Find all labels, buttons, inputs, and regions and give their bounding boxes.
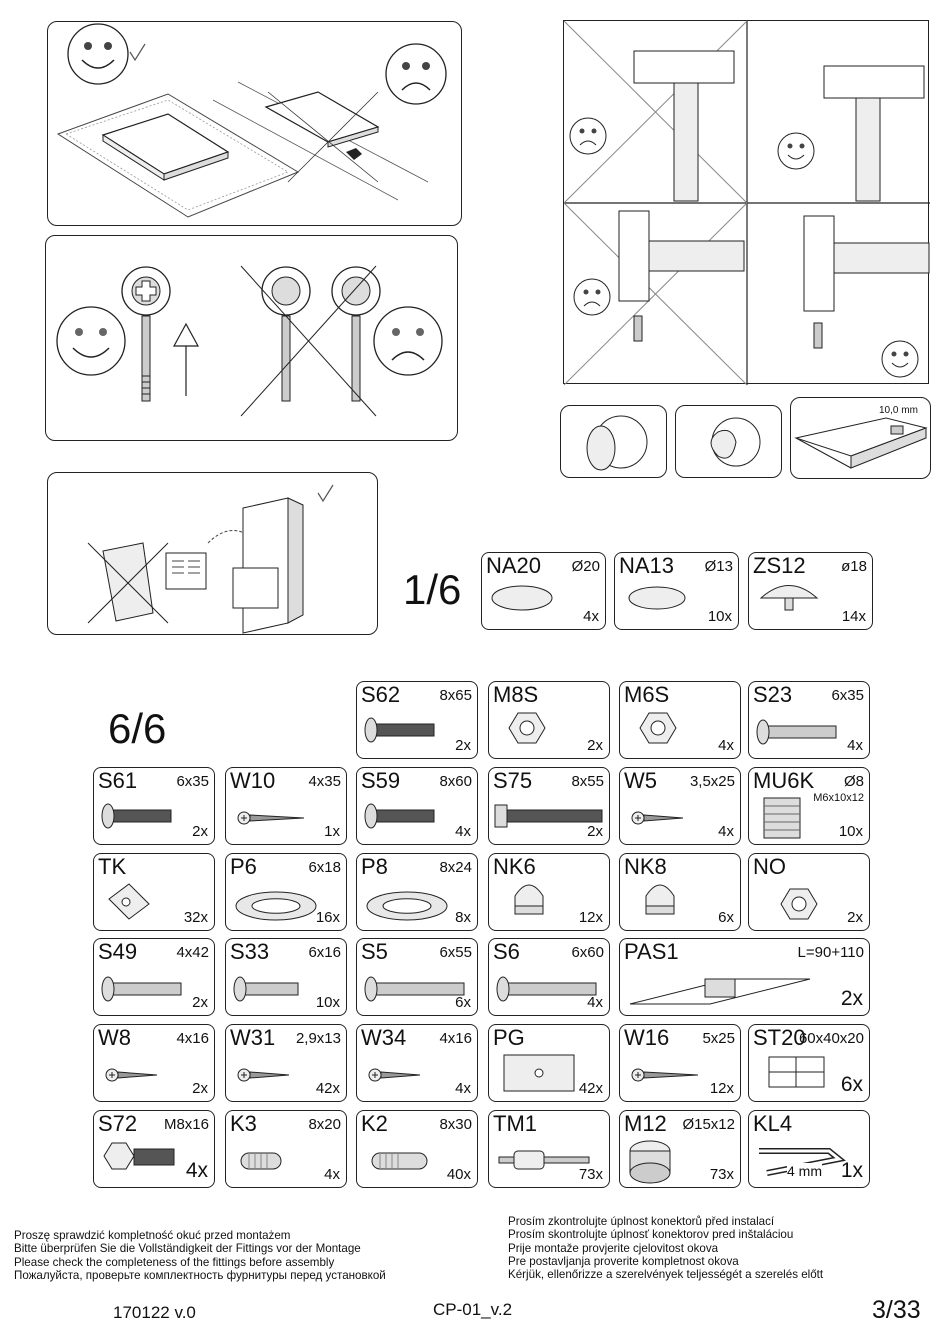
part-size: Ø15x12 <box>682 1116 735 1133</box>
part-code: NA13 <box>619 553 675 578</box>
part-cell-s75 <box>488 767 610 845</box>
part-code: S5 <box>361 939 388 964</box>
part-size: 6x35 <box>831 687 864 704</box>
part-code: ZS12 <box>753 553 806 578</box>
part-cell-pg <box>488 1024 610 1102</box>
part-code: S72 <box>98 1111 138 1136</box>
part-cell-na20 <box>481 552 606 630</box>
part-quantity: 32x <box>183 909 208 926</box>
part-quantity: 10x <box>315 994 340 1011</box>
notes-left <box>14 1229 386 1282</box>
part-code: S59 <box>361 768 401 793</box>
part-cell-tk <box>93 853 215 931</box>
part-code: K3 <box>230 1111 257 1136</box>
part-code: W8 <box>98 1025 131 1050</box>
part-cell-pas1 <box>619 938 870 1016</box>
smiley-sad-icon <box>570 118 606 154</box>
tool-size: 4 mm <box>787 1163 822 1179</box>
part-cell-tm1 <box>488 1110 610 1188</box>
part-cell-s5 <box>356 938 478 1016</box>
part-quantity: 1x <box>840 1159 863 1182</box>
part-quantity: 2x <box>847 909 863 926</box>
part-code: W16 <box>624 1025 670 1050</box>
part-cell-k3 <box>225 1110 347 1188</box>
part-quantity: 12x <box>709 1080 734 1097</box>
part-code: PAS1 <box>624 939 679 964</box>
part-cell-m8s <box>488 681 610 759</box>
part-quantity: 4x <box>583 608 599 625</box>
part-code: S6 <box>493 939 520 964</box>
part-quantity: 10x <box>707 608 732 625</box>
part-cell-w16 <box>619 1024 741 1102</box>
part-size-secondary: M6x10x12 <box>813 792 864 804</box>
part-quantity: 42x <box>578 1080 603 1097</box>
part-quantity: 2x <box>840 987 863 1010</box>
note-line: Prosím zkontrolujte úplnost konektorů před instalací <box>508 1215 775 1228</box>
part-size: 6x55 <box>439 944 472 961</box>
part-size: 6x60 <box>571 944 604 961</box>
part-cell-no <box>748 853 870 931</box>
part-code: W34 <box>361 1025 407 1050</box>
part-size: 8x20 <box>308 1116 341 1133</box>
note-line: Prosím skontrolujte úplnosť konektorov pred inštaláciou <box>508 1228 794 1242</box>
part-quantity: 42x <box>315 1080 340 1097</box>
panel-work-on-rug <box>47 21 462 226</box>
part-code: S61 <box>98 768 138 793</box>
part-code: P8 <box>361 854 388 879</box>
part-cell-kl4 <box>748 1110 870 1188</box>
part-quantity: 14x <box>841 608 866 625</box>
part-quantity: 2x <box>192 823 208 840</box>
part-quantity: 4x <box>455 823 471 840</box>
part-size: 8x30 <box>439 1116 472 1133</box>
cam-illustration <box>46 236 459 442</box>
part-quantity: 16x <box>315 909 340 926</box>
part-code: PG <box>493 1025 525 1050</box>
panel-hammer-grid <box>563 20 929 384</box>
part-code: W10 <box>230 768 276 793</box>
part-code: W31 <box>230 1025 276 1050</box>
part-quantity: 4x <box>847 737 863 754</box>
smiley-happy-icon <box>882 341 918 377</box>
part-size: 6x16 <box>308 944 341 961</box>
part-cell-st20 <box>748 1024 870 1102</box>
part-cell-p6 <box>225 853 347 931</box>
part-size: 4x16 <box>439 1030 472 1047</box>
part-quantity: 4x <box>718 823 734 840</box>
panel-cap-side <box>675 405 782 478</box>
part-code: S62 <box>361 682 401 707</box>
note-line: Bitte überprüfen Sie die Vollständigkeit der Fittings vor der Montage <box>14 1242 361 1256</box>
part-code: K2 <box>361 1111 388 1136</box>
smiley-sad-icon <box>374 307 442 375</box>
part-size: 4x35 <box>308 773 341 790</box>
part-cell-s62 <box>356 681 478 759</box>
check-mark-icon <box>318 485 333 501</box>
note-line: Kérjük, ellenőrizze a szerelvények teljességét a szerelés előtt <box>508 1268 824 1282</box>
note-line: Prije montaže provjerite cjelovitost okova <box>508 1241 719 1255</box>
part-quantity: 6x <box>455 994 471 1011</box>
note-line: Proszę sprawdzić kompletność okuć przed montażem <box>14 1229 291 1242</box>
panel-dowel-depth <box>790 397 931 479</box>
part-code: S23 <box>753 682 793 707</box>
part-size: 4x16 <box>176 1030 209 1047</box>
part-quantity: 4x <box>587 994 603 1011</box>
part-size: 6x18 <box>308 859 341 876</box>
part-quantity: 4x <box>324 1166 340 1183</box>
part-code: MU6K <box>753 768 815 793</box>
part-quantity: 6x <box>840 1073 863 1096</box>
part-size: 60x40x20 <box>798 1030 864 1047</box>
part-quantity: 4x <box>185 1159 208 1182</box>
smiley-happy-icon <box>68 24 128 84</box>
part-quantity: 73x <box>578 1166 603 1183</box>
notes-right <box>508 1215 823 1281</box>
part-code: S75 <box>493 768 533 793</box>
part-code: KL4 <box>753 1111 793 1136</box>
part-cell-s49 <box>93 938 215 1016</box>
note-line: Pre postavljanja proverite kompletnost okova <box>508 1254 739 1268</box>
part-quantity: 4x <box>718 737 734 754</box>
part-quantity: 4x <box>455 1080 471 1097</box>
part-cell-w31 <box>225 1024 347 1102</box>
check-mark-icon <box>130 44 145 60</box>
part-size: 8x60 <box>439 773 472 790</box>
part-quantity: 12x <box>578 909 603 926</box>
panel-cap-front <box>560 405 667 478</box>
part-cell-s33 <box>225 938 347 1016</box>
part-cell-s59 <box>356 767 478 845</box>
part-size: L=90+110 <box>797 944 864 961</box>
part-quantity: 2x <box>192 994 208 1011</box>
part-size: Ø8 <box>843 773 864 790</box>
dimension-label: 10,0 mm <box>879 405 918 416</box>
part-code: TK <box>98 854 127 879</box>
doc-version: CP-01_v.2 <box>433 1300 513 1319</box>
part-code: P6 <box>230 854 257 879</box>
part-code: M12 <box>624 1111 667 1136</box>
smiley-sad-icon <box>574 279 610 315</box>
part-quantity: 40x <box>446 1166 471 1183</box>
part-code: TM1 <box>493 1111 537 1136</box>
part-code: S33 <box>230 939 270 964</box>
part-quantity: 2x <box>455 737 471 754</box>
part-cell-nk6 <box>488 853 610 931</box>
part-quantity: 2x <box>587 737 603 754</box>
part-code: NK6 <box>493 854 536 879</box>
note-line: Please check the completeness of the fittings before assembly <box>14 1255 335 1269</box>
part-size: ø18 <box>841 558 867 575</box>
part-quantity: 1x <box>324 823 340 840</box>
hammer-illustration <box>564 21 930 385</box>
part-code: M6S <box>624 682 670 707</box>
part-quantity: 73x <box>709 1166 734 1183</box>
section-1-6-label: 1/6 <box>403 566 462 613</box>
part-cell-s23 <box>748 681 870 759</box>
part-quantity: 8x <box>455 909 471 926</box>
part-code: M8S <box>493 682 539 707</box>
part-cell-s6 <box>488 938 610 1016</box>
part-cell-s61 <box>93 767 215 845</box>
part-cell-p8 <box>356 853 478 931</box>
part-quantity: 6x <box>718 909 734 926</box>
part-cell-zs12 <box>748 552 873 630</box>
part-cell-na13 <box>614 552 739 630</box>
part-code: NO <box>753 854 786 879</box>
part-size: Ø13 <box>704 558 733 575</box>
part-cell-k2 <box>356 1110 478 1188</box>
doc-code: 170122 v.0 <box>113 1303 196 1322</box>
part-size: 2,9x13 <box>295 1030 341 1047</box>
smiley-sad-icon <box>386 44 446 104</box>
part-code: W5 <box>624 768 657 793</box>
part-size: 8x55 <box>571 773 604 790</box>
part-code: NA20 <box>486 553 542 578</box>
part-cell-w8 <box>93 1024 215 1102</box>
part-code: S49 <box>98 939 138 964</box>
panel-disposal <box>47 472 378 635</box>
part-cell-w10 <box>225 767 347 845</box>
part-cell-w34 <box>356 1024 478 1102</box>
disposal-illustration <box>48 473 379 636</box>
panel-cam-orientation <box>45 235 458 441</box>
note-line: Пожалуйста, проверьте комплектность фурнитуры перед установкой <box>14 1268 386 1282</box>
part-cell-m12 <box>619 1110 741 1188</box>
part-code: NK8 <box>624 854 667 879</box>
part-size: 4x42 <box>176 944 209 961</box>
part-cell-m6s <box>619 681 741 759</box>
part-cell-w5 <box>619 767 741 845</box>
smiley-happy-icon <box>778 133 814 169</box>
part-quantity: 2x <box>192 1080 208 1097</box>
part-size: 8x65 <box>439 687 472 704</box>
part-cell-nk8 <box>619 853 741 931</box>
part-size: 8x24 <box>439 859 472 876</box>
part-size: 6x35 <box>176 773 209 790</box>
part-cell-mu6k <box>748 767 870 845</box>
part-code: ST20 <box>753 1025 806 1050</box>
rug-illustration <box>48 22 463 227</box>
part-quantity: 2x <box>587 823 603 840</box>
smiley-happy-icon <box>57 307 125 375</box>
section-6-6-label: 6/6 <box>108 705 167 752</box>
part-size: 3,5x25 <box>689 773 735 790</box>
part-size: Ø20 <box>571 558 600 575</box>
part-size: 5x25 <box>702 1030 735 1047</box>
part-quantity: 10x <box>838 823 863 840</box>
part-size: M8x16 <box>163 1116 209 1133</box>
part-cell-s72 <box>93 1110 215 1188</box>
page-number: 3/33 <box>872 1296 921 1324</box>
